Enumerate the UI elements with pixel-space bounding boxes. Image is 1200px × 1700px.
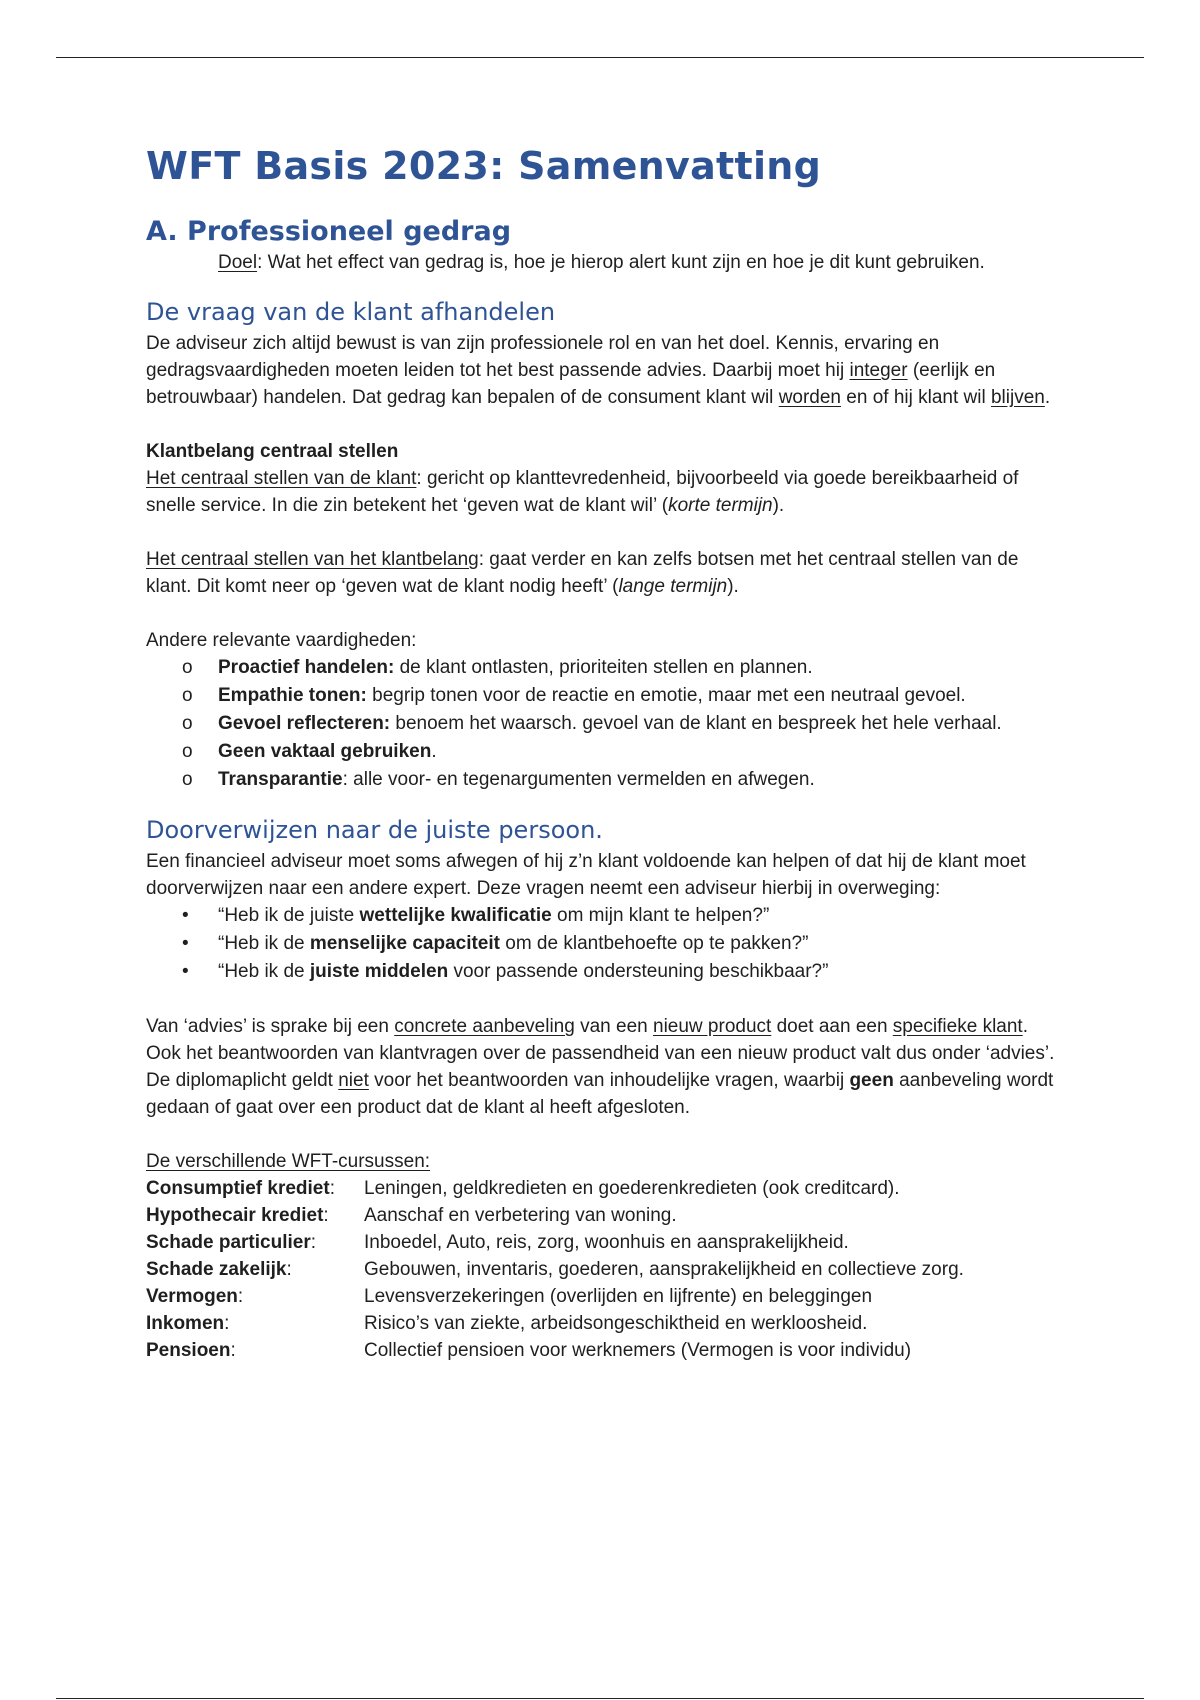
- underlined-term: nieuw product: [653, 1016, 772, 1037]
- course-description: Gebouwen, inventaris, goederen, aansprakelijkheid en collectieve zorg.: [364, 1259, 964, 1280]
- course-name: Schade particulier: [146, 1232, 311, 1253]
- table-row: [146, 1229, 964, 1256]
- bullet-icon: •: [182, 933, 189, 954]
- top-rule: [56, 57, 1144, 58]
- table-row: [146, 1337, 964, 1364]
- skill-text: de klant ontlasten, prioriteiten stellen en plannen.: [394, 657, 813, 678]
- text: van een: [574, 1016, 653, 1037]
- skill-name: Gevoel reflecteren:: [218, 713, 391, 734]
- underlined-term: integer: [849, 360, 908, 381]
- goal-text: : Wat het effect van gedrag is, hoe je hierop alert kunt zijn en hoe je dit kunt gebruiken.: [257, 252, 985, 273]
- skill-name: Proactief handelen:: [218, 657, 395, 678]
- circle-bullet-icon: o: [182, 657, 193, 678]
- list-item: [146, 930, 1066, 958]
- spacer: [146, 600, 1066, 627]
- colon: :: [286, 1259, 292, 1280]
- table-row: [146, 1256, 964, 1283]
- bold-term: juiste middelen: [309, 961, 449, 982]
- paragraph-klantbelang-centraal: [146, 546, 1066, 600]
- list-item: [146, 766, 1066, 794]
- document-page: [146, 130, 1066, 1364]
- colon: :: [224, 1313, 230, 1334]
- bullet-icon: •: [182, 905, 189, 926]
- text: : gericht op klanttevredenheid, bijvoorbeeld via goede bereikbaarheid of snelle service. In die zin betekent het ‘geven wat de klant wil’ (: [146, 468, 1019, 516]
- colon: :: [310, 1232, 317, 1253]
- skill-name: Geen vaktaal gebruiken: [218, 741, 432, 762]
- spacer: [146, 411, 1066, 438]
- course-name-cell: [146, 1256, 364, 1283]
- skills-intro: Andere relevante vaardigheden:: [146, 630, 417, 651]
- table-row: [146, 1175, 964, 1202]
- bold-term: wettelijke kwalificatie: [359, 905, 552, 926]
- table-row: [146, 1202, 964, 1229]
- text: om de klantbehoefte op te pakken?”: [499, 933, 809, 954]
- paragraph-adviseur: [146, 330, 1066, 411]
- italic-term: korte termijn: [668, 495, 773, 516]
- paragraph-klant-centraal: [146, 465, 1066, 519]
- course-name: Schade zakelijk: [146, 1259, 287, 1280]
- bold-term: menselijke capaciteit: [309, 933, 500, 954]
- underlined-term: concrete aanbeveling: [394, 1016, 575, 1037]
- text: . Ook het beantwoorden van klantvragen over de passendheid van een nieuw product valt dus onder ‘advies’. De diplomaplicht geldt: [146, 1016, 1055, 1091]
- courses-table: [146, 1175, 964, 1364]
- bold-term: geen: [849, 1070, 894, 1091]
- text: aanbeveling wordt gedaan of gaat over een product dat de klant al heeft afgesloten.: [146, 1070, 1054, 1118]
- table-row: [146, 1283, 964, 1310]
- text: : gaat verder en kan zelfs botsen met het centraal stellen van de klant. Dit komt neer op ‘geven wat de klant nodig heeft’ (: [146, 549, 1019, 597]
- paragraph-advies: [146, 1013, 1066, 1121]
- document-title: WFT Basis 2023: Samenvatting: [146, 144, 822, 188]
- circle-bullet-icon: o: [182, 713, 193, 734]
- text: en of hij klant wil: [841, 387, 991, 408]
- spacer: [146, 986, 1066, 1013]
- course-description: Collectief pensioen voor werknemers (Vermogen is voor individu): [364, 1340, 912, 1361]
- goal-label: Doel: [218, 252, 258, 273]
- colon: :: [237, 1286, 244, 1307]
- courses-heading: [146, 1148, 1066, 1175]
- course-name: Pensioen: [146, 1340, 231, 1361]
- subheading-doorverwijzen: Doorverwijzen naar de juiste persoon.: [146, 816, 603, 844]
- list-item: [146, 710, 1066, 738]
- underlined-term: blijven: [990, 387, 1045, 408]
- circle-bullet-icon: o: [182, 685, 193, 706]
- course-name-cell: [146, 1229, 364, 1256]
- paragraph-doorverwijzen: Een financieel adviseur moet soms afwegen of hij z’n klant voldoende kan helpen of dat hij de klant moet doorverwijzen naar een andere expert. Deze vragen neemt een adviseur hierbij in overweging:: [146, 851, 1026, 899]
- skill-text: benoem het waarsch. gevoel van de klant en bespreek het hele verhaal.: [390, 713, 1002, 734]
- underlined-term: Het centraal stellen van het klantbelang: [146, 549, 479, 570]
- list-item: [146, 654, 1066, 682]
- list-item: [146, 902, 1066, 930]
- skill-text: .: [431, 741, 437, 762]
- course-description: Levensverzekeringen (overlijden en lijfrente) en beleggingen: [364, 1286, 873, 1307]
- text: (eerlijk en betrouwbaar) handelen. Dat gedrag kan bepalen of de consument klant wil: [146, 360, 996, 408]
- text: voor het beantwoorden van inhoudelijke vragen, waarbij: [368, 1070, 850, 1091]
- list-item: [146, 958, 1066, 986]
- underlined-term: niet: [338, 1070, 369, 1091]
- klantbelang-heading: [146, 438, 1066, 465]
- skill-name: Transparantie: [218, 769, 343, 790]
- text: De adviseur zich altijd bewust is van zijn professionele rol en van het doel. Kennis, ervaring en gedragsvaardigheden moeten leiden tot het best passende advies. Daarbij moet hij: [146, 333, 940, 381]
- text: .: [1044, 387, 1051, 408]
- text: “Heb ik de: [218, 933, 310, 954]
- table-row: [146, 1310, 964, 1337]
- text: “Heb ik de: [218, 961, 310, 982]
- underlined-heading: De verschillende WFT-cursussen:: [146, 1151, 431, 1172]
- section-heading: A. Professioneel gedrag: [146, 216, 512, 247]
- text: doet aan een: [771, 1016, 893, 1037]
- text: voor passende ondersteuning beschikbaar?”: [448, 961, 829, 982]
- list-item: [146, 738, 1066, 766]
- spacer: [146, 519, 1066, 546]
- underlined-term: Het centraal stellen van de klant: [146, 468, 417, 489]
- course-name: Consumptief krediet: [146, 1178, 330, 1199]
- text: “Heb ik de juiste: [218, 905, 360, 926]
- circle-bullet-icon: o: [182, 741, 193, 762]
- list-item: [146, 682, 1066, 710]
- skill-name: Empathie tonen:: [218, 685, 367, 706]
- subheading-vraag-klant: De vraag van de klant afhandelen: [146, 298, 556, 326]
- course-name-cell: [146, 1310, 364, 1337]
- text: ).: [727, 576, 739, 597]
- spacer: [146, 1121, 1066, 1148]
- course-description: Aanschaf en verbetering van woning.: [364, 1205, 677, 1226]
- skills-list: [146, 654, 1066, 794]
- course-name-cell: [146, 1337, 364, 1364]
- text: ).: [772, 495, 785, 516]
- underlined-term: specifieke klant: [892, 1016, 1023, 1037]
- goal-line: [218, 249, 1066, 276]
- colon: :: [329, 1178, 335, 1199]
- text: om mijn klant te helpen?”: [551, 905, 770, 926]
- course-description: Leningen, geldkredieten en goederenkredieten (ook creditcard).: [364, 1178, 900, 1199]
- text: Van ‘advies’ is sprake bij een: [146, 1016, 395, 1037]
- course-description: Risico’s van ziekte, arbeidsongeschiktheid en werkloosheid.: [364, 1313, 868, 1334]
- course-name-cell: [146, 1202, 364, 1229]
- bullet-icon: •: [182, 961, 189, 982]
- colon: :: [323, 1205, 329, 1226]
- colon: :: [230, 1340, 236, 1361]
- italic-term: lange termijn: [618, 576, 728, 597]
- questions-list: [146, 902, 1066, 986]
- course-name: Inkomen: [146, 1313, 225, 1334]
- course-name-cell: [146, 1175, 364, 1202]
- bold-heading: Klantbelang centraal stellen: [146, 441, 399, 462]
- underlined-term: worden: [778, 387, 842, 408]
- course-name-cell: [146, 1283, 364, 1310]
- course-name: Hypothecair krediet: [146, 1205, 324, 1226]
- bottom-rule: [56, 1698, 1144, 1699]
- skill-text: begrip tonen voor de reactie en emotie, maar met een neutraal gevoel.: [366, 685, 966, 706]
- circle-bullet-icon: o: [182, 769, 193, 790]
- skill-text: : alle voor- en tegenargumenten vermelden en afwegen.: [342, 769, 815, 790]
- course-description: Inboedel, Auto, reis, zorg, woonhuis en aansprakelijkheid.: [364, 1232, 849, 1253]
- course-name: Vermogen: [146, 1286, 238, 1307]
